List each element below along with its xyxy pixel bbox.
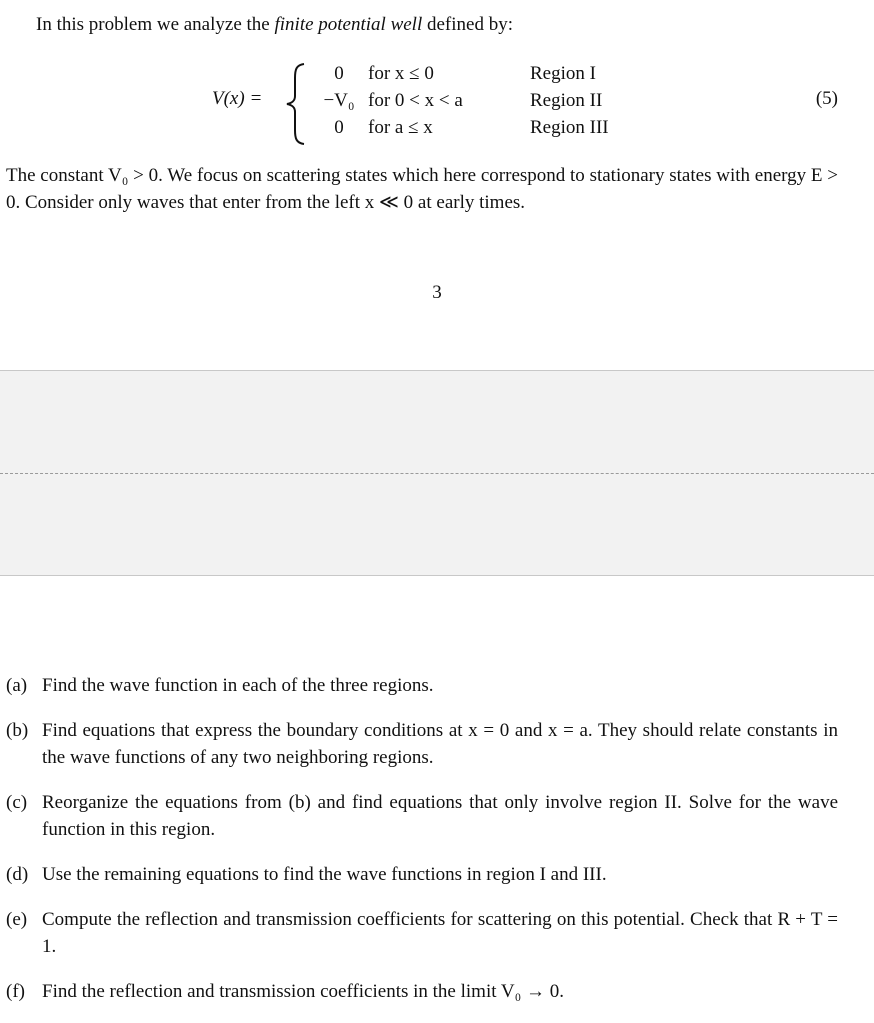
list-item (6, 672, 838, 699)
case-value: 0 (334, 63, 344, 84)
part-text: Find the wave function in each of the three regions. (42, 675, 434, 696)
page-number: 3 (432, 282, 442, 303)
part-label: (c) (6, 792, 28, 813)
parts-list (6, 672, 838, 1023)
part-label: (d) (6, 864, 29, 885)
case-row (316, 87, 609, 114)
case-region: Region III (530, 117, 609, 138)
case-condition: for 0 < x < a (368, 90, 463, 111)
part-text: Use the remaining equations to find the wave functions in region I and III. (42, 864, 607, 885)
page-break-line (0, 473, 874, 474)
part-label: (a) (6, 675, 28, 696)
part-label: (f) (6, 981, 25, 1002)
list-item (6, 861, 838, 888)
part-text: Find equations that express the boundary conditions at x = 0 and x = a. They should relate constants in the wave functions of any two neighboring regions. (42, 720, 838, 768)
cases-table (316, 60, 609, 141)
case-condition: for x ≤ 0 (368, 63, 434, 84)
intro-prefix: In this problem we analyze the (36, 14, 275, 35)
description-paragraph: The constant V₀ > 0. We focus on scattering states which here correspond to stationary states with energy E > 0. Consider only waves that enter from the left x ≪ 0 at early times. (6, 165, 838, 213)
case-value: 0 (334, 117, 344, 138)
case-row (316, 114, 609, 141)
list-item (6, 906, 838, 960)
list-item (6, 717, 838, 771)
left-brace-icon (284, 62, 306, 146)
case-region: Region II (530, 90, 603, 111)
potential-equation (0, 58, 874, 148)
case-value: −V₀ (323, 90, 355, 111)
equation-lhs: V(x) = (212, 88, 263, 109)
case-condition: for a ≤ x (368, 117, 433, 138)
part-text: Compute the reflection and transmission coefficients for scattering on this potential. Check that R + T = 1. (42, 909, 838, 957)
page-break-gap (0, 370, 874, 576)
case-row (316, 60, 609, 87)
part-text: Find the reflection and transmission coefficients in the limit V₀ → 0. (42, 981, 564, 1002)
intro-emphasis: finite potential well (274, 14, 423, 35)
part-text: Reorganize the equations from (b) and find equations that only involve region II. Solve for the wave function in this region. (42, 792, 838, 840)
list-item (6, 978, 838, 1005)
equation-number: (5) (815, 88, 838, 109)
list-item (6, 789, 838, 843)
part-label: (b) (6, 720, 29, 741)
intro-sentence (36, 14, 513, 36)
part-label: (e) (6, 909, 28, 930)
case-region: Region I (530, 63, 596, 84)
intro-suffix: defined by: (422, 14, 514, 35)
